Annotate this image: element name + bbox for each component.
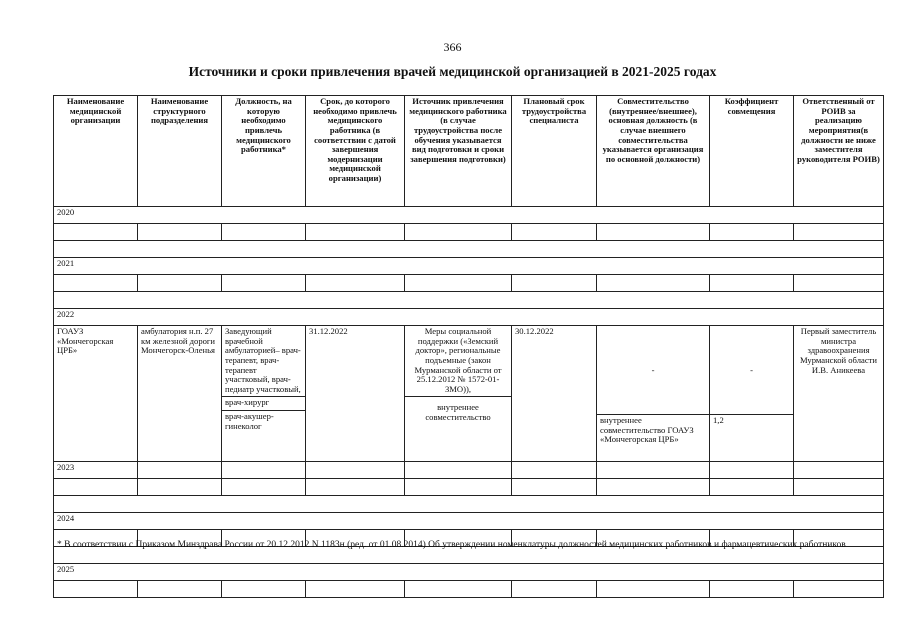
year-row-2021 (54, 258, 884, 275)
cell-deadline: 31.12.2022 (306, 326, 405, 462)
source-line-1: Меры социальной поддержки («Земский доктор», региональные подъемные (закон Мурманской области от 25.12.2012 № 1572-01-ЗМО)), (414, 326, 502, 394)
coefficient-line-2: 1,2 (713, 415, 724, 425)
table-row (54, 241, 884, 258)
cell-organization: ГОАУЗ «Мончегорская ЦРБ» (54, 326, 138, 462)
col-header-position: Должность, на которую необходимо привлечь медицинского работника* (222, 96, 306, 207)
year-row-2023 (54, 462, 884, 479)
col-header-planned-date: Плановый срок трудоустройства специалиста (512, 96, 597, 207)
table-row (54, 292, 884, 309)
col-header-unit: Наименование структурного подразделения (138, 96, 222, 207)
cell-planned-date: 30.12.2022 (512, 326, 597, 462)
table-row (54, 496, 884, 513)
table-row (54, 479, 884, 496)
col-header-source: Источник привлечения медицинского работника (в случае трудоустройства после обучения указывается вид подготовки и сроки завершения подготовки) (405, 96, 512, 207)
combination-line-2: внутреннее совместительство ГОАУЗ «Мончегорская ЦРБ» (600, 415, 694, 445)
year-row-2024 (54, 513, 884, 530)
col-header-organization: Наименование медицинской организации (54, 96, 138, 207)
cell-source (405, 326, 512, 462)
cell-unit: амбулатория н.п. 27 км железной дороги Мончегорск-Оленья (138, 326, 222, 462)
table-row (54, 275, 884, 292)
year-label: 2022 (54, 309, 884, 326)
position-line-3: врач-акушер-гинеколог (222, 410, 305, 431)
year-label: 2020 (54, 207, 884, 224)
cell-responsible: Первый заместитель министра здравоохранения Мурманской области И.В. Аникеева (794, 326, 884, 462)
cell-position (222, 326, 306, 462)
cell-combination (597, 326, 710, 462)
position-line-1: Заведующий врачебной амбулаторией– врач-терапевт, врач-терапевт участковый, врач-педиатр участковый, (225, 326, 301, 394)
table-row (54, 224, 884, 241)
table-header-row (54, 96, 884, 207)
coefficient-line-1: - (710, 326, 793, 415)
combination-line-1: - (597, 326, 709, 415)
source-line-2: внутреннее совместительство (405, 396, 511, 422)
year-label: 2021 (54, 258, 884, 275)
staffing-table (53, 95, 884, 598)
year-label: 2023 (54, 462, 138, 479)
year-label: 2025 (54, 564, 884, 581)
table-row (54, 581, 884, 598)
cell-coefficient (710, 326, 794, 462)
page-number: 366 (443, 40, 462, 54)
col-header-deadline: Срок, до которого необходимо привлечь медицинского работника (в соответствии с датой завершения модернизации медицинской организации) (306, 96, 405, 207)
position-line-2: врач-хирург (222, 396, 305, 408)
col-header-coefficient: Коэффициент совмещения (710, 96, 794, 207)
year-row-2020 (54, 207, 884, 224)
year-label: 2024 (54, 513, 884, 530)
document-title: Источники и сроки привлечения врачей медицинской организацией в 2021-2025 годах (188, 64, 717, 79)
col-header-responsible: Ответственный от РОИВ за реализацию мероприятия(в должности не ниже заместителя руководителя РОИВ) (794, 96, 884, 207)
year-row-2022 (54, 309, 884, 326)
footnote: * В соответствии с Приказом Минздрава России от 20.12.2012 N 1183н (ред. от 01.08.2014) Об утверждении номенклатуры должностей медицинских работников и фармацевтических работников (57, 540, 846, 550)
col-header-combination: Совместительство (внутреннее/внешнее), основная должность (в случае внешнего совместительства указывается организация по основной должности) (597, 96, 710, 207)
year-row-2025 (54, 564, 884, 581)
table-row-2022 (54, 326, 884, 462)
